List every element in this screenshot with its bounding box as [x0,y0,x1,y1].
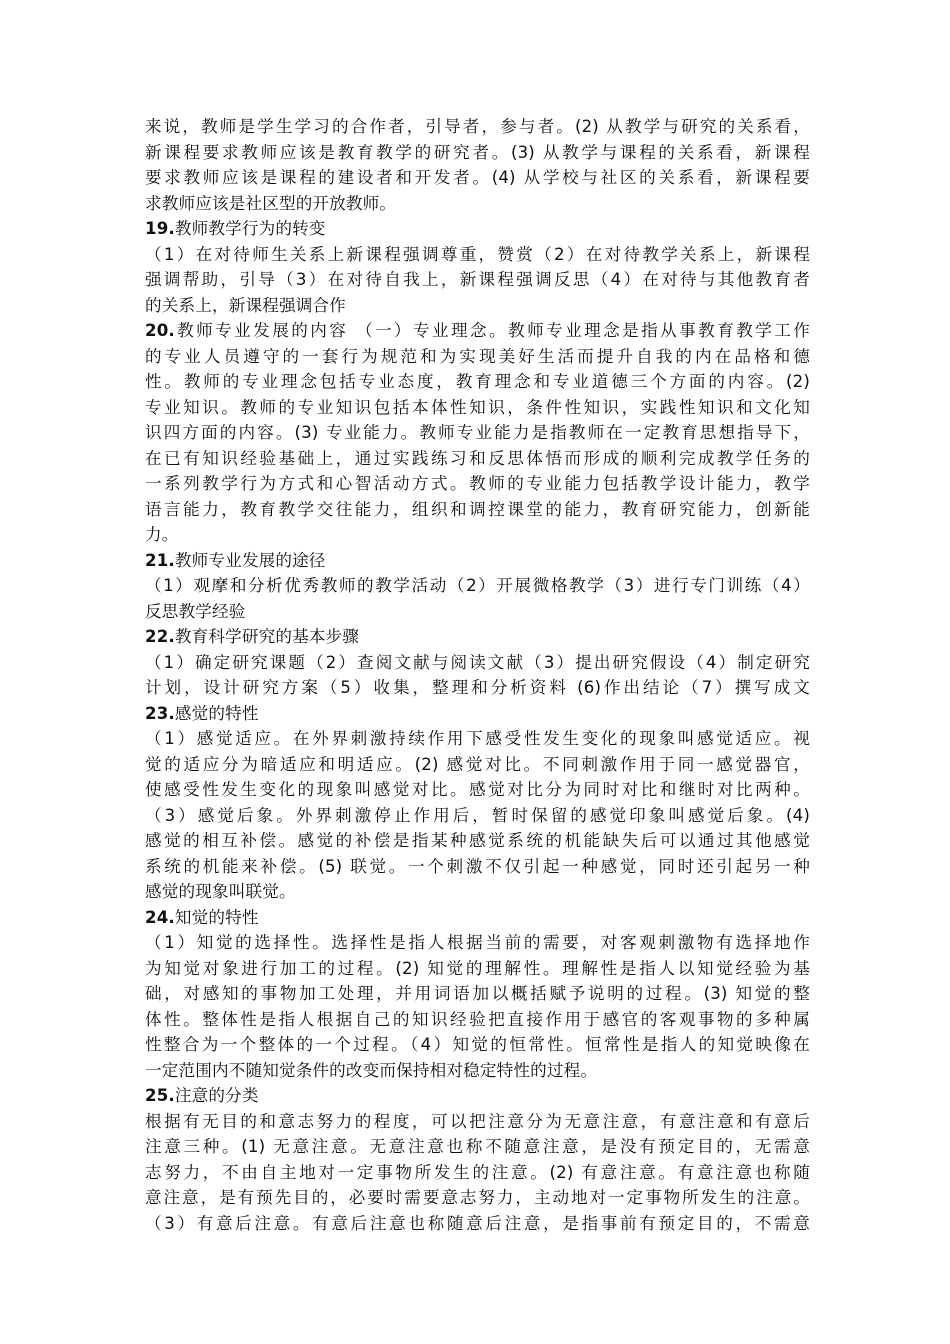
document-body [145,114,810,1236]
text-line [145,1211,810,1237]
section-number: 22. [145,627,175,646]
text-line [145,191,810,217]
text-line [145,777,810,803]
text-line [145,242,810,268]
text-line [145,471,810,497]
line-text: 使感受性发生变化的现象叫感觉对比。感觉对比分为同时对比和继时对比两种。 [145,780,810,799]
line-text: 强调帮助，引导（3）在对待自我上，新课程强调反思（4）在对待与其他教育者 [145,270,810,289]
line-text: （1）感觉适应。在外界刺激持续作用下感受性发生变化的现象叫感觉适应。视 [145,729,810,748]
line-text: 新课程要求教师应该是教育教学的研究者。(3) 从教学与课程的关系看，新课程 [145,142,810,162]
text-line [145,395,810,421]
text-line [145,803,810,829]
line-text: （3）感觉后象。外界刺激停止作用后，暂时保留的感觉印象叫感觉后象。(4) [145,805,810,825]
text-line [145,981,810,1007]
line-text: 觉的适应分为暗适应和明适应。(2) 感觉对比。不同刺激作用于同一感觉器官， [145,754,810,774]
line-text: 感觉的现象叫联觉。 [145,882,296,901]
text-line [145,267,810,293]
text-line [145,1134,810,1160]
line-text: 为知觉对象进行加工的过程。(2) 知觉的理解性。理解性是指人以知觉经验为基 [145,958,810,978]
line-text: 来说，教师是学生学习的合作者，引导者，参与者。(2) 从教学与研究的关系看， [145,117,810,136]
line-text: 语言能力，教育教学交往能力，组织和调控课堂的能力，教育研究能力，创新能 [145,499,810,519]
text-line [145,293,810,319]
text-line [145,140,810,166]
text-line [145,828,810,854]
line-text: 专业知识。教师的专业知识包括本体性知识，条件性知识，实践性知识和文化知 [145,397,810,417]
section-title: 感觉的特性 [174,703,259,723]
section-number: 25. [145,1086,175,1105]
section-heading [145,216,810,242]
section-number: 19. [145,219,175,238]
line-text: 计划，设计研究方案（5）收集，整理和分析资料 (6)作出结论（7）撰写成文 [145,678,810,697]
line-text: 力。 [145,525,179,544]
text-line [145,726,810,752]
text-line [145,497,810,523]
line-text: 在已有知识经验基础上，通过实践练习和反思体悟而形成的顺利完成教学任务的 [145,448,810,468]
text-line [145,369,810,395]
section-title: 教师教学行为的转变 [174,219,326,238]
text-line [145,1032,810,1058]
text-line [145,446,810,472]
line-text: 一系列教学行为方式和心智活动方式。教师的专业能力包括教学设计能力，教学 [145,474,810,493]
section-title: 注意的分类 [174,1086,259,1105]
text-line [145,420,810,446]
section-number: 23. [145,703,175,723]
line-text: 根据有无目的和意志努力的程度，可以把注意分为无意注意，有意注意和有意后 [145,1111,810,1131]
line-text: 的关系上，新课程强调合作 [145,295,346,315]
section-heading [145,318,810,344]
section-heading [145,548,810,574]
text-line [145,1007,810,1033]
line-text: 体性。整体性是指人根据自己的知识经验把直接作用于感官的客观事物的多种属 [145,1009,810,1029]
text-line [145,752,810,778]
text-line [145,344,810,370]
text-line [145,165,810,191]
text-line [145,1160,810,1186]
line-text: 要求教师应该是课程的建设者和开发者。(4) 从学校与社区的关系看，新课程要 [145,168,810,187]
section-title: 教师专业发展的途径 [174,550,326,570]
line-text: 础，对感知的事物加工处理，并用词语加以概括赋予说明的过程。(3) 知觉的整 [145,984,810,1003]
text-line [145,599,810,625]
section-heading [145,1083,810,1109]
line-text: 性整合为一个整体的一个过程。（4）知觉的恒常性。恒常性是指人的知觉映像在 [145,1035,810,1054]
text-line [145,930,810,956]
section-number: 21. [145,550,175,570]
section-title: 教育科学研究的基本步骤 [174,627,360,646]
section-heading [145,905,810,931]
text-line [145,1109,810,1135]
line-text: 意注意，是有预先目的，必要时需要意志努力，主动地对一定事物所发生的注意。 [145,1188,810,1207]
line-text: 感觉的相互补偿。感觉的补偿是指某种感觉系统的机能缺失后可以通过其他感觉 [145,831,810,850]
text-line [145,956,810,982]
text-line [145,879,810,905]
line-text: 反思教学经验 [145,601,246,621]
text-line [145,650,810,676]
text-line [145,854,810,880]
line-text: 注意三种。(1) 无意注意。无意注意也称不随意注意，是没有预定目的，无需意 [145,1137,810,1156]
line-text: （1）知觉的选择性。选择性是指人根据当前的需要，对客观刺激物有选择地作 [145,933,810,952]
text-line [145,114,810,140]
section-title: 知觉的特性 [174,907,259,927]
line-text: 识四方面的内容。(3) 专业能力。教师专业能力是指教师在一定教育思想指导下， [145,423,810,442]
line-text: 系统的机能来补偿。(5) 联觉。一个刺激不仅引起一种感觉，同时还引起另一种 [145,856,810,876]
line-text: 的专业人员遵守的一套行为规范和为实现美好生活而提升自我的内在品格和德 [145,346,810,366]
text-line [145,675,810,701]
line-text: 志努力，不由自主地对一定事物所发生的注意。(2) 有意注意。有意注意也称随 [145,1162,810,1182]
line-text: 一定范围内不随知觉条件的改变而保持相对稳定特性的过程。 [145,1060,598,1080]
text-line [145,522,810,548]
line-text: （1）观摩和分析优秀教师的教学活动（2）开展微格教学（3）进行专门训练（4） [145,576,810,595]
text-line [145,1058,810,1084]
line-text: 求教师应该是社区型的开放教师。 [145,193,397,213]
section-number: 24. [145,907,175,927]
line-text: （3）有意后注意。有意后注意也称随意后注意，是指事前有预定目的，不需意 [145,1213,810,1233]
section-heading [145,701,810,727]
text-line [145,1185,810,1211]
line-text: （1）确定研究课题（2）查阅文献与阅读文献（3）提出研究假设（4）制定研究 [145,652,810,672]
section-heading [145,624,810,650]
section-number: 20. [145,321,175,340]
text-line [145,573,810,599]
section-title: 教师专业发展的内容 （一）专业理念。教师专业理念是指从事教育教学工作 [174,321,810,340]
line-text: 性。教师的专业理念包括专业态度，教育理念和专业道德三个方面的内容。(2) [145,372,810,391]
line-text: （1）在对待师生关系上新课程强调尊重，赞赏（2）在对待教学关系上，新课程 [145,244,810,264]
